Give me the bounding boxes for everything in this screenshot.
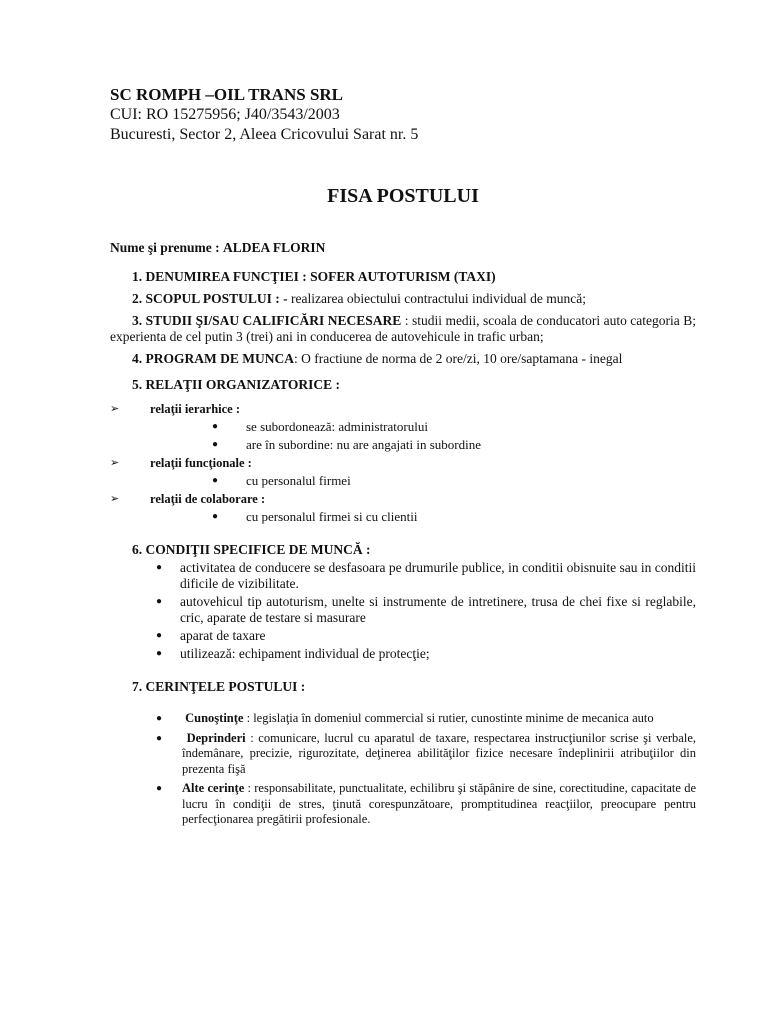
relations-group-row	[110, 455, 696, 471]
bullet-icon: ●	[212, 511, 219, 522]
list-item	[110, 509, 696, 525]
section-2-text: realizarea obiectului contractului individual de muncă;	[287, 291, 587, 306]
section-6-title: 6. CONDIŢII SPECIFICE DE MUNCĂ :	[132, 542, 371, 557]
section-7-title: 7. CERINŢELE POSTULUI :	[132, 679, 306, 694]
company-cui: CUI: RO 15275956; J40/3543/2003	[110, 106, 340, 123]
list-item	[110, 473, 696, 489]
requirement-text: : legislaţia în domeniul commercial si rutier, cunostinte minime de mecanica auto	[243, 711, 654, 725]
section-7-list	[154, 711, 696, 828]
section-5-group-colaborare	[110, 491, 696, 525]
list-item	[154, 731, 696, 778]
requirement-text: : responsabilitate, punctualitate, echilibru şi stăpânire de sine, corectitudine, capacitate de lucru în condiţii de stres, ţinută corespunzătoare, promptitudinea reacţiilor, preocupare pentru perfecţionarea pregătirii profesionale.	[182, 781, 696, 826]
list-item	[154, 711, 696, 727]
bullet-icon: ●	[156, 596, 163, 607]
section-3	[110, 313, 696, 345]
document-title: FISA POSTULUI	[327, 185, 479, 207]
bullet-icon: ●	[156, 713, 163, 724]
list-item	[110, 437, 696, 453]
document-page	[110, 84, 696, 832]
section-3-text: : studii medii, scoala de conducatori auto categoria B; experienta de cel putin 3 (trei) ani in conducerea de autovehicule in trafic urban;	[110, 313, 696, 344]
relations-sub-list	[110, 509, 696, 525]
section-4	[110, 351, 696, 367]
relations-group-row	[110, 491, 696, 507]
list-item-text: autovehicul tip autoturism, unelte si instrumente de intretinere, trusa de chei fixe si reglabile, cric, aparate de testare si masurare	[180, 594, 696, 625]
employee-name-label: Nume şi prenume :	[110, 240, 220, 255]
list-item-text: aparat de taxare	[180, 628, 266, 643]
requirement-label: Deprinderi	[186, 730, 246, 745]
list-item	[154, 628, 696, 644]
section-2	[110, 291, 696, 307]
bullet-icon: ●	[212, 421, 219, 432]
requirement-text: : comunicare, lucrul cu aparatul de taxare, respectarea instrucţiunilor scrise şi verbale, îndemânare, precizie, rigurozitate, deţinerea abilităţilor fizice necesare îndeplinirii atribuţiilor din prezenta fişă	[182, 730, 696, 776]
section-5-group-functionale	[110, 455, 696, 489]
section-5-group-ierarhice	[110, 401, 696, 453]
company-name: SC ROMPH –OIL TRANS SRL	[110, 85, 344, 104]
section-1: 1. DENUMIREA FUNCŢIEI : SOFER AUTOTURISM (TAXI)	[132, 269, 496, 284]
list-item-text: are în subordine: nu are angajati in subordine	[246, 437, 482, 452]
company-header	[110, 84, 696, 145]
company-address: Bucuresti, Sector 2, Aleea Cricovului Sarat nr. 5	[110, 126, 419, 143]
arrow-bullet-icon: ➢	[110, 457, 120, 469]
list-item-text: utilizează: echipament individual de protecţie;	[180, 646, 430, 661]
relations-sub-list	[110, 419, 696, 453]
section-5-title: 5. RELAŢII ORGANIZATORICE :	[132, 377, 341, 392]
bullet-icon: ●	[156, 783, 163, 794]
bullet-icon: ●	[212, 475, 219, 486]
arrow-bullet-icon: ➢	[110, 493, 120, 505]
list-item	[154, 781, 696, 828]
bullet-icon: ●	[212, 439, 219, 450]
list-item-text: cu personalul firmei si cu clientii	[246, 509, 418, 524]
relations-group-label: relaţii funcţionale :	[150, 456, 252, 470]
section-4-label: 4. PROGRAM DE MUNCA	[132, 351, 294, 366]
section-6-list	[154, 560, 696, 662]
list-item-text	[182, 781, 696, 828]
bullet-icon: ●	[156, 630, 163, 641]
section-2-label: 2. SCOPUL POSTULUI : -	[132, 291, 288, 306]
section-3-label: 3. STUDII ŞI/SAU CALIFICĂRI NECESARE	[132, 313, 402, 328]
list-item-text	[182, 711, 696, 727]
relations-group-label: relaţii ierarhice :	[150, 402, 241, 416]
bullet-icon: ●	[156, 732, 163, 744]
list-item-text	[182, 731, 696, 778]
employee-name-line	[110, 239, 696, 256]
relations-group-row	[110, 401, 696, 417]
list-item-text: activitatea de conducere se desfasoara pe drumurile publice, in conditii obisnuite sau in conditii dificile de vizibilitate.	[180, 560, 696, 591]
bullet-icon: ●	[156, 648, 163, 659]
list-item	[154, 594, 696, 626]
arrow-bullet-icon: ➢	[110, 403, 120, 415]
requirement-label: Cunoştinţe	[185, 711, 244, 725]
list-item-text: se subordonează: administratorului	[246, 419, 428, 434]
relations-sub-list	[110, 473, 696, 489]
requirement-label: Alte cerinţe	[182, 781, 245, 795]
list-item-text: cu personalul firmei	[246, 473, 351, 488]
relations-group-label: relaţii de colaborare :	[150, 492, 266, 506]
employee-name-value: ALDEA FLORIN	[223, 240, 326, 255]
bullet-icon: ●	[156, 562, 163, 573]
list-item	[154, 560, 696, 592]
list-item	[110, 419, 696, 435]
section-4-text: : O fractiune de norma de 2 ore/zi, 10 ore/saptamana - inegal	[293, 351, 623, 366]
list-item	[154, 646, 696, 662]
